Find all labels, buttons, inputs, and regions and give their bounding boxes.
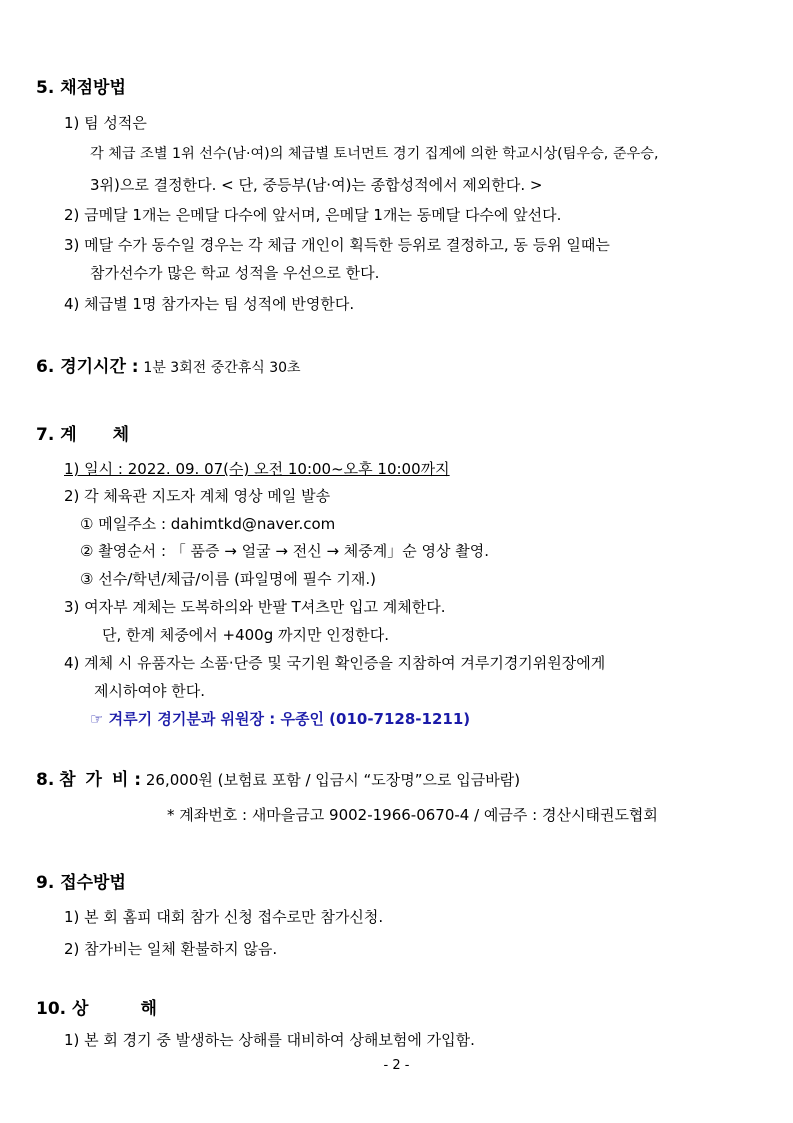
s5-item-4: 4) 체급별 1명 참가자는 팀 성적에 반영한다.: [64, 295, 355, 313]
page-number: - 2 -: [383, 1058, 410, 1073]
section-8-char-3: 비 :: [111, 770, 142, 790]
s7-item-2-email: ① 메일주소 : dahimtkd@naver.com: [80, 515, 336, 533]
section-8-text: 26,000원 (보험료 포함 / 입금시 “도장명”으로 입금바람): [145, 771, 521, 789]
s9-item-2: 2) 참가비는 일체 환불하지 않음.: [64, 940, 278, 958]
section-10-char-2: 해: [140, 999, 157, 1019]
section-7-number: 7.: [36, 425, 55, 445]
section-8-number: 8.: [36, 770, 55, 790]
s7-item-2-filename: ③ 선수/학년/체급/이름 (파일명에 필수 기재.): [80, 570, 376, 588]
s5-item-1: 1) 팀 성적은: [64, 114, 147, 132]
s5-item-1-line-b: 3위)으로 결정한다. < 단, 중등부(남·여)는 종합성적에서 제외한다. >: [90, 176, 543, 194]
s7-item-4: 4) 계체 시 유품자는 소품·단증 및 국기원 확인증을 지참하여 겨루기경기위원장에게: [64, 654, 606, 672]
section-8-heading: [36, 770, 520, 790]
s5-item-2: 2) 금메달 1개는 은메달 다수에 앞서며, 은메달 1개는 동메달 다수에 앞선다.: [64, 206, 562, 224]
s7-item-4-cont: 제시하여야 한다.: [94, 682, 205, 700]
section-9-title: 9. 접수방법: [36, 873, 126, 893]
s8-account: * 계좌번호 : 새마을금고 9002-1966-0670-4 / 예금주 : 경산시태권도협회: [167, 806, 658, 824]
section-7-char-1: 계: [60, 425, 77, 445]
section-10-title: [36, 999, 157, 1019]
s10-item-1: 1) 본 회 경기 중 발생하는 상해를 대비하여 상해보험에 가입함.: [64, 1031, 475, 1049]
s7-item-2: 2) 각 체육관 지도자 계체 영상 메일 발송: [64, 487, 331, 505]
s7-item-2-order: ② 촬영순서 : 「 품증 → 얼굴 → 전신 → 체중계」순 영상 촬영.: [80, 542, 490, 560]
section-6-title: 6. 경기시간 :: [36, 357, 139, 377]
s7-contact: ☞ 겨루기 경기분과 위원장 : 우종인 (010-7128-1211): [90, 710, 471, 728]
section-7-char-2: 체: [112, 425, 130, 445]
section-6-heading: [36, 357, 301, 378]
section-10-char-1: 상: [72, 999, 89, 1019]
section-8-char-1: 참: [59, 770, 76, 790]
section-7-title: [36, 425, 129, 445]
section-8-char-2: 가: [85, 770, 102, 790]
s9-item-1: 1) 본 회 홈피 대회 참가 신청 접수로만 참가신청.: [64, 908, 384, 926]
section-5-title: 5. 채점방법: [36, 78, 126, 98]
section-10-number: 10.: [36, 999, 67, 1019]
s5-item-1-line-a: 각 체급 조별 1위 선수(남·여)의 체급별 토너먼트 경기 집계에 의한 학교시상(팀우승, 준우승,: [90, 146, 659, 162]
s7-item-3: 3) 여자부 계체는 도복하의와 반팔 T셔츠만 입고 계체한다.: [64, 598, 446, 616]
s5-item-3-line-a: 3) 메달 수가 동수일 경우는 각 체급 개인이 획득한 등위로 결정하고, 동 등위 일때는: [64, 236, 610, 254]
s7-item-1-date: 1) 일시 : 2022. 09. 07(수) 오전 10:00~오후 10:00까지: [64, 460, 450, 478]
section-6-text: 1분 3회전 중간휴식 30초: [143, 360, 301, 376]
s7-item-3-note: 단, 한계 체중에서 +400g 까지만 인정한다.: [102, 626, 389, 644]
s7-item-1: [64, 459, 450, 479]
s5-item-3-line-b: 참가선수가 많은 학교 성적을 우선으로 한다.: [90, 264, 380, 282]
